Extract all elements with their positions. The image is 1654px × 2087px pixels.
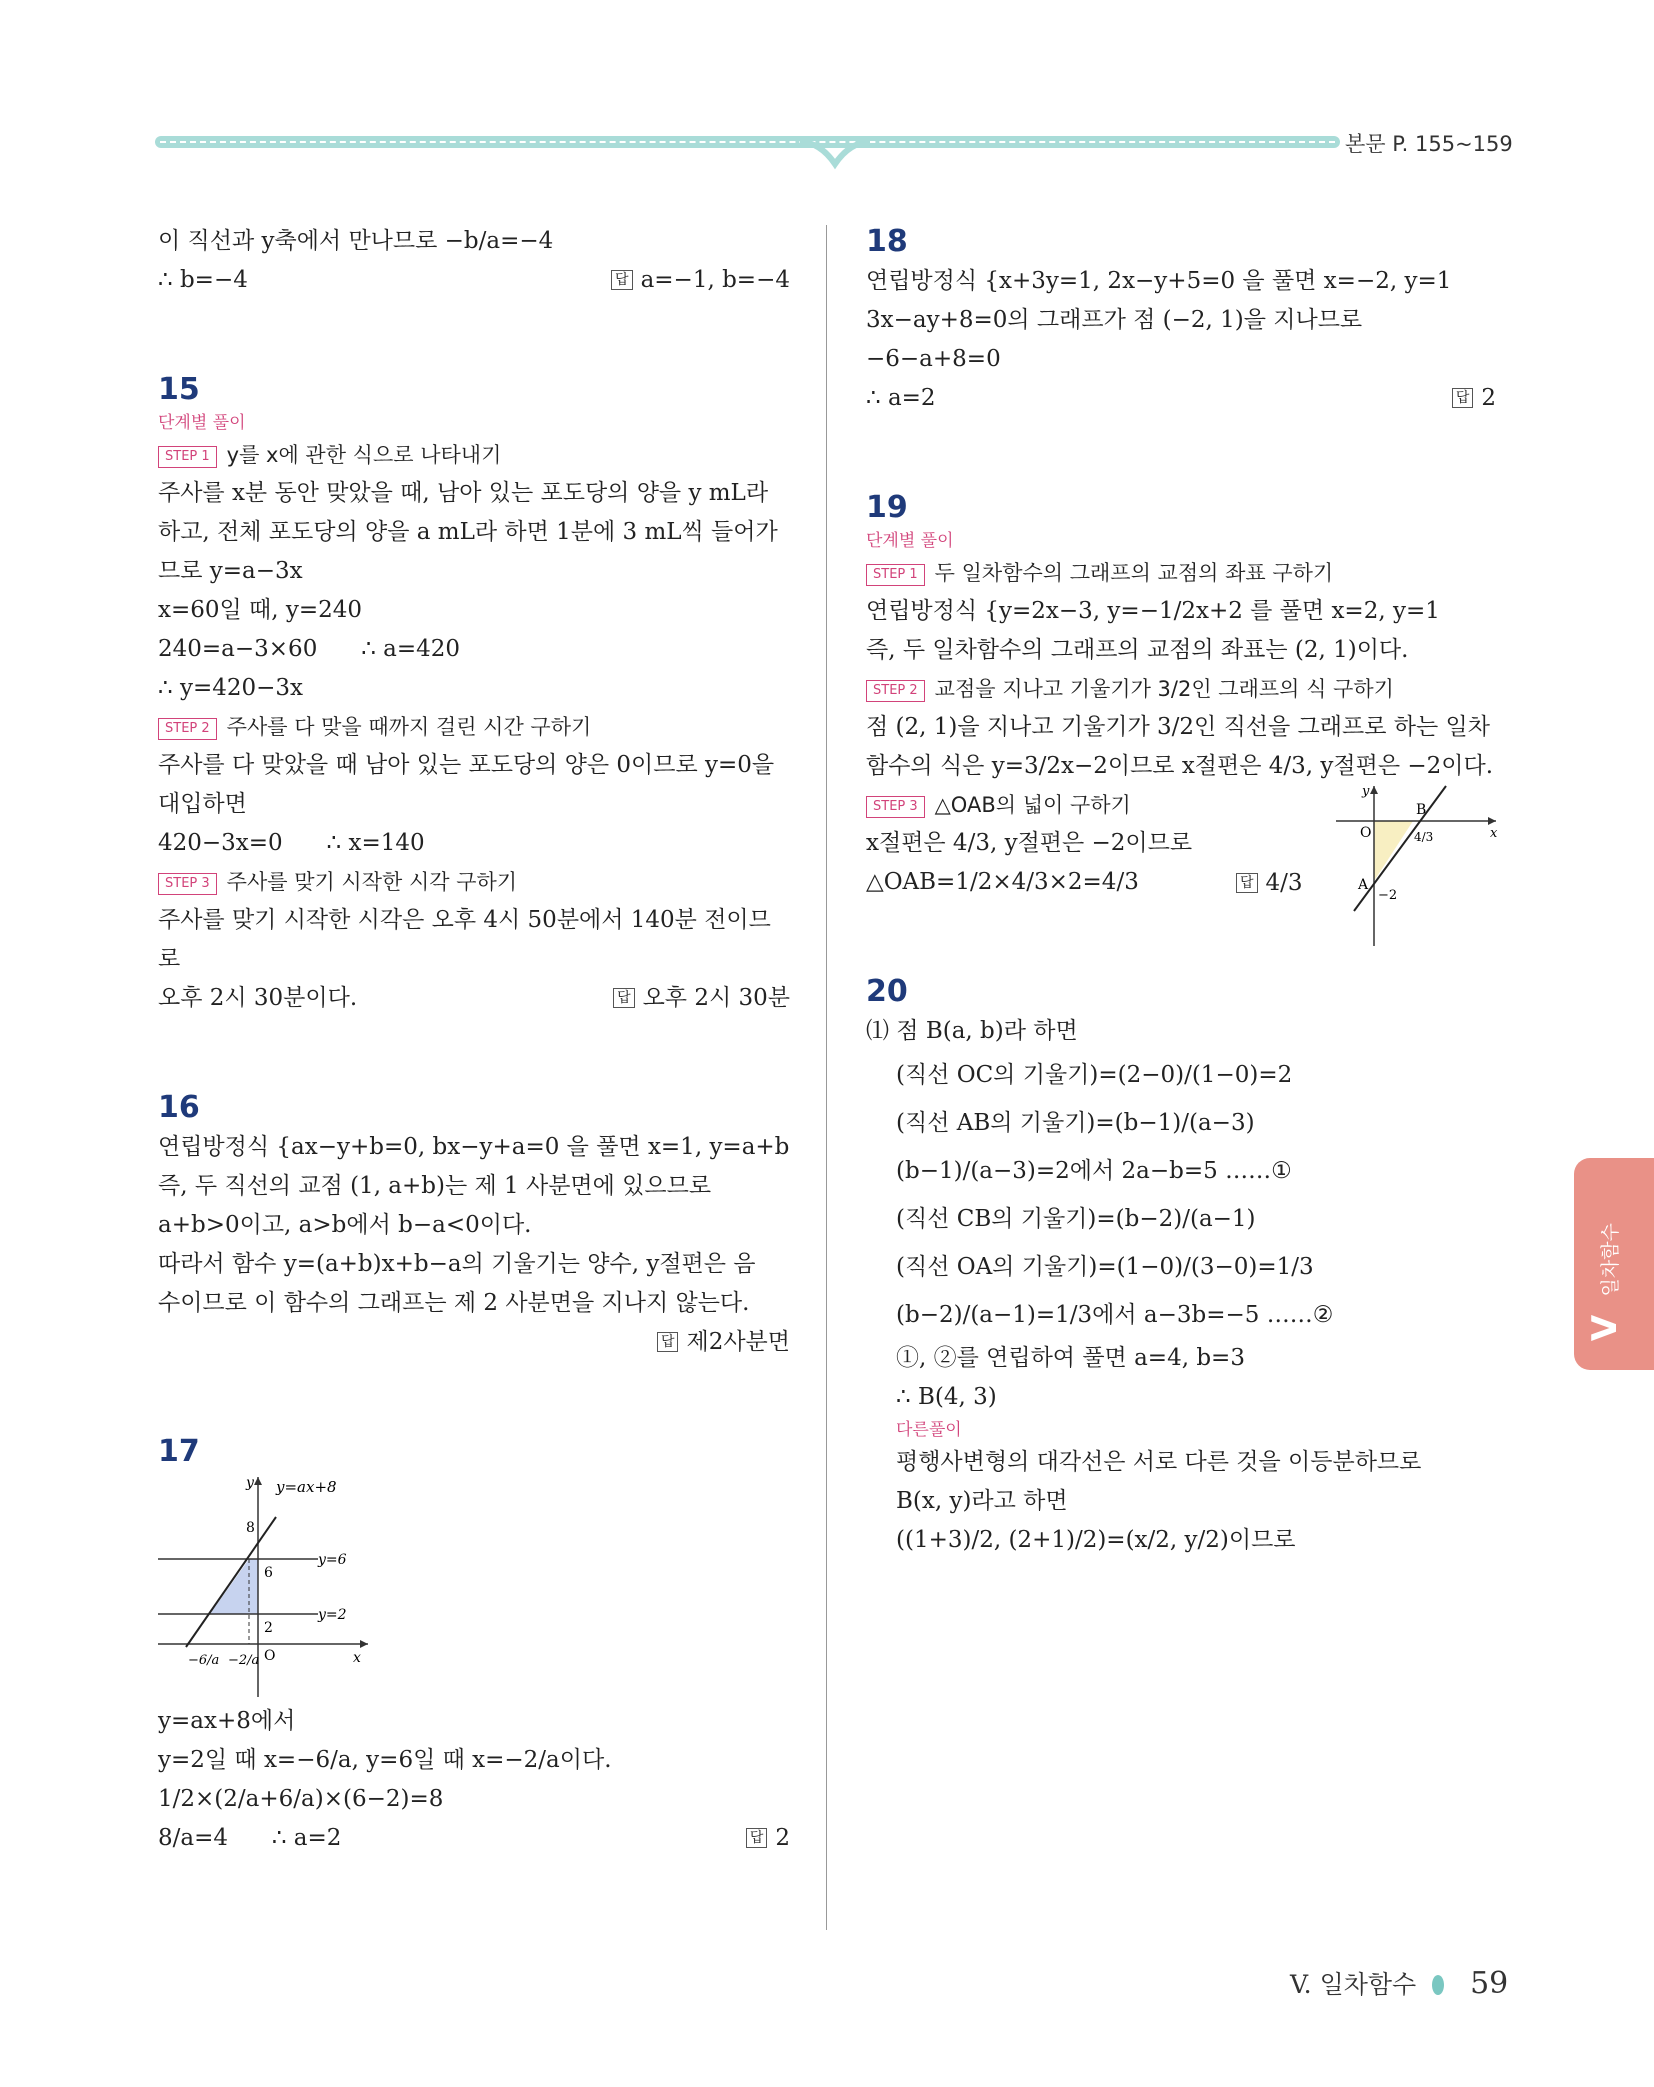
answer-line [158, 1323, 790, 1362]
text-line: 즉, 두 직선의 교점 (1, a+b)는 제 1 사분면에 있으므로 [158, 1173, 712, 1199]
text-line: 이 직선과 y축에서 만나므로 −b/a=−4 [158, 228, 554, 254]
text-line: 평행사변형의 대각선은 서로 다른 것을 이등분하므로 [896, 1449, 1422, 1475]
step-title: △OAB의 넓이 구하기 [934, 793, 1131, 817]
graph-19 [1336, 781, 1506, 951]
text-line: B(x, y)라고 하면 [896, 1488, 1068, 1514]
text-line: 주사를 x분 동안 맞았을 때, 남아 있는 포도당의 양을 y mL라 [158, 480, 769, 506]
page-number: 59 [1470, 1966, 1509, 2001]
text-line: 3x−ay+8=0의 그래프가 점 (−2, 1)을 지나므로 [866, 307, 1363, 333]
column-divider [826, 225, 827, 1930]
text-line: x절편은 4/3, y절편은 −2이므로 [866, 830, 1193, 856]
step-badge: STEP 1 [158, 446, 217, 468]
axis-label-x: x [1490, 826, 1498, 841]
answer-mark: 답 [613, 988, 635, 1008]
answer-value: a=−1, b=−4 [640, 267, 790, 293]
text-line: y=ax+8에서 [158, 1708, 296, 1734]
origin-label: O [1360, 825, 1372, 841]
text-line: ∴ b=−4 [158, 267, 248, 293]
axis-label-y: y [246, 1475, 254, 1491]
line-label: y=6 [318, 1552, 347, 1568]
step-badge: STEP 2 [158, 718, 217, 740]
text-line: a+b>0이고, a>b에서 b−a<0이다. [158, 1212, 532, 1238]
drop-icon [1432, 1975, 1444, 1995]
tick-label: 2 [264, 1620, 273, 1636]
tick-label: −2 [1378, 888, 1398, 903]
tick-label: 6 [264, 1565, 273, 1581]
text-line: ⑴ 점 B(a, b)라 하면 [866, 1018, 1078, 1044]
step-heading [158, 708, 790, 746]
step-heading [158, 863, 790, 901]
line-label: y=2 [318, 1607, 347, 1623]
axis-label-y: y [1362, 784, 1370, 799]
shaded-region [210, 1559, 258, 1614]
text-line: (b−1)/(a−3)=2에서 2a−b=5 ……① [896, 1158, 1292, 1184]
text-line: ∴ a=2 [866, 385, 936, 411]
line-ax8 [186, 1517, 276, 1647]
step-title: y를 x에 관한 식으로 나타내기 [226, 443, 502, 467]
text-line: 하고, 전체 포도당의 양을 a mL라 하면 1분에 3 mL씩 들어가 [158, 519, 778, 545]
step-title: 두 일차함수의 그래프의 교점의 좌표 구하기 [934, 561, 1334, 585]
text-line: y=2일 때 x=−6/a, y=6일 때 x=−2/a이다. [158, 1747, 612, 1773]
solution-body [866, 1051, 1496, 1560]
text-line: −6−a+8=0 [866, 346, 1001, 372]
text-line: 주사를 다 맞았을 때 남아 있는 포도당의 양은 0이므로 y=0을 [158, 752, 775, 778]
answer-mark: 답 [746, 1828, 768, 1848]
text-line: 오후 2시 30분이다. [158, 985, 358, 1011]
text-line: 420−3x=0 ∴ x=140 [158, 830, 425, 856]
step-title: 교점을 지나고 기울기가 3/2인 그래프의 식 구하기 [934, 677, 1394, 701]
text-line: 8/a=4 ∴ a=2 [158, 1825, 342, 1851]
chapter-title: 일차함수 [1599, 1223, 1622, 1297]
text-line: 연립방정식 {y=2x−3, y=−1/2x+2 를 풀면 x=2, y=1 [866, 598, 1440, 624]
answer-mark: 답 [611, 270, 633, 290]
text-line: (b−2)/(a−1)=1/3에서 a−3b=−5 ……② [896, 1302, 1334, 1328]
page-footer [1290, 1965, 1508, 2001]
answer-line [158, 979, 790, 1018]
page-reference: 본문 P. 155~159 [1345, 132, 1513, 156]
answer-line [158, 1819, 790, 1858]
text-line: 주사를 맞기 시작한 시각은 오후 4시 50분에서 140분 전이므로 [158, 907, 771, 972]
step-badge: STEP 1 [866, 564, 925, 586]
step-heading [158, 436, 790, 474]
problem-number: 15 [158, 372, 200, 407]
chapter-roman: V [1585, 1314, 1626, 1342]
text-line: 연립방정식 {ax−y+b=0, bx−y+a=0 을 풀면 x=1, y=a+b [158, 1134, 790, 1160]
answer-inline [1236, 864, 1303, 903]
text-line: 따라서 함수 y=(a+b)x+b−a의 기울기는 양수, y절편은 음 [158, 1251, 756, 1277]
text-line: (직선 OA의 기울기)=(1−0)/(3−0)=1/3 [896, 1254, 1314, 1280]
answer-mark: 답 [1452, 388, 1474, 408]
tick-label: −6/a [188, 1653, 220, 1668]
text-line: 므로 y=a−3x [158, 558, 303, 584]
text-line: 함수의 식은 y=3/2x−2이므로 x절편은 4/3, y절편은 −2이다. [866, 753, 1494, 779]
step-title: 주사를 다 맞을 때까지 걸린 시간 구하기 [226, 715, 592, 739]
point-label: B [1416, 802, 1427, 818]
graph-17 [158, 1472, 398, 1702]
answer-line [866, 379, 1496, 418]
answer-mark: 답 [657, 1332, 679, 1352]
footer-chapter: V. 일차함수 [1290, 1970, 1417, 1999]
step-heading [866, 554, 1496, 592]
text-line: ①, ②를 연립하여 풀면 a=4, b=3 [896, 1345, 1245, 1371]
text-line: (직선 OC의 기울기)=(2−0)/(1−0)=2 [896, 1062, 1293, 1088]
step-badge: STEP 3 [158, 873, 217, 895]
text-line: (직선 AB의 기울기)=(b−1)/(a−3) [896, 1110, 1255, 1136]
chapter-side-tab [1574, 1158, 1654, 1370]
text-line: ∴ y=420−3x [158, 675, 303, 701]
answer-value: 오후 2시 30분 [642, 985, 790, 1011]
answer-value: 4/3 [1265, 870, 1303, 896]
right-column [866, 222, 1496, 1560]
problem-number: 20 [866, 974, 908, 1009]
alt-solution-tag: 다른풀이 [896, 1420, 962, 1440]
text-line: △OAB=1/2×4/3×2=4/3 [866, 869, 1139, 895]
answer-value: 제2사분면 [686, 1329, 790, 1355]
triangle-oab [1374, 821, 1413, 881]
text-line: ∴ B(4, 3) [896, 1384, 997, 1410]
text-line: x=60일 때, y=240 [158, 597, 363, 623]
text-line: 수이므로 이 함수의 그래프는 제 2 사분면을 지나지 않는다. [158, 1290, 750, 1316]
problem-number: 17 [158, 1434, 200, 1469]
left-column [158, 222, 790, 1858]
text-line: 연립방정식 {x+3y=1, 2x−y+5=0 을 풀면 x=−2, y=1 [866, 268, 1452, 294]
tick-label: 4/3 [1414, 830, 1434, 844]
step-badge: STEP 3 [866, 796, 925, 818]
text-line: 대입하면 [158, 791, 247, 817]
text-line: 점 (2, 1)을 지나고 기울기가 3/2인 직선을 그래프로 하는 일차 [866, 714, 1490, 740]
point-label: A [1358, 877, 1369, 893]
step-heading [866, 670, 1496, 708]
problem-number: 16 [158, 1090, 200, 1125]
answer-value: 2 [775, 1825, 790, 1851]
text-line: 240=a−3×60 ∴ a=420 [158, 636, 461, 662]
header-notch [800, 140, 870, 170]
step-badge: STEP 2 [866, 680, 925, 702]
origin-label: O [264, 1648, 276, 1664]
problem-number: 19 [866, 490, 908, 525]
line-label: y=ax+8 [276, 1478, 337, 1496]
text-line: 즉, 두 일차함수의 그래프의 교점의 좌표는 (2, 1)이다. [866, 637, 1409, 663]
answer-value: 2 [1481, 385, 1496, 411]
tick-label: 8 [246, 1520, 255, 1536]
answer-line [158, 261, 790, 300]
text-line: ((1+3)/2, (2+1)/2)=(x/2, y/2)이므로 [896, 1527, 1296, 1553]
text-line: 1/2×(2/a+6/a)×(6−2)=8 [158, 1786, 444, 1812]
solution-tag: 단계별 풀이 [158, 413, 246, 433]
step-title: 주사를 맞기 시작한 시각 구하기 [226, 870, 518, 894]
answer-mark: 답 [1236, 873, 1258, 893]
header-dash [160, 141, 1335, 143]
axis-label-x: x [353, 1650, 361, 1666]
solution-tag: 단계별 풀이 [866, 531, 954, 551]
tick-label: −2/a [228, 1653, 260, 1668]
text-line: (직선 CB의 기울기)=(b−2)/(a−1) [896, 1206, 1256, 1232]
step3-block [866, 786, 1496, 902]
problem-number: 18 [866, 224, 908, 259]
